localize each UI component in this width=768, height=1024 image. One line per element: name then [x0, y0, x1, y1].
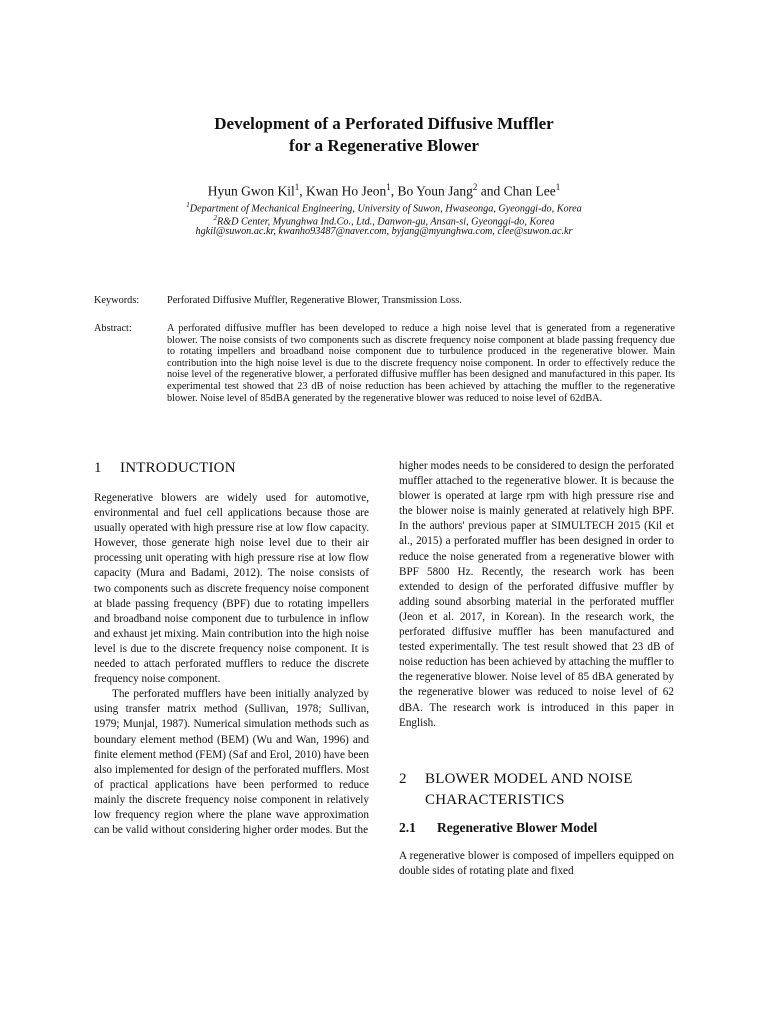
keywords-label: Keywords: [94, 295, 140, 306]
author-name: Bo Youn Jang [397, 183, 473, 199]
author-affiliation-mark: 1 [386, 182, 391, 192]
left-column [94, 491, 369, 838]
affiliation-1-mark: 1 [186, 201, 190, 209]
title-line-1: Development of a Perforated Diffusive Muffler [214, 114, 554, 133]
intro-paragraph-2: The perforated mufflers have been initially analyzed by using transfer matrix method (Sullivan, 1978; Sullivan, 1979; Munjal, 1987). Numerical simulation methods such as boundary element method (BEM) (Wu and Wan, 1996) and finite element method (FEM) (Saf and Erol, 2010) have been also implemented for design of the perforated mufflers. Most of practical applications have been performed to reduce mainly the discrete frequency noise component in relatively low frequency region where the plane wave approximation can be valid without considering higher order modes. But the [94, 688, 369, 837]
title-line-2: for a Regenerative Blower [289, 136, 479, 155]
author-emails: hgkil@suwon.ac.kr, kwanho93487@naver.com, byjang@myunghwa.com, clee@suwon.ac.kr [195, 226, 573, 237]
author-name: Chan Lee [503, 183, 556, 199]
section-2-paragraph-1: A regenerative blower is composed of impellers equipped on double sides of rotating plate and fixed [399, 850, 674, 878]
author-list [0, 182, 768, 200]
affiliation-2-text: R&D Center, Myunghwa Ind.Co., Ltd., Danwon-gu, Ansan-si, Gyeonggi-do, Korea [216, 216, 555, 228]
intro-paragraph-1: Regenerative blowers are widely used for automotive, environmental and fuel cell applications because those are usually operated with high pressure rise at low flow capacity. However, those generate high noise level due to their air processing unit operating with high pressure rise at low flow capacity (Mura and Badami, 2012). The noise consists of two components such as discrete frequency noise component at blade passing frequency (BPF) due to rotating impellers and broadband noise component due to turbulence in inflow and exhaust jet mixing. Main contribution into the high noise level is due to the discrete frequency noise component. It is needed to attach perforated mufflers to reduce the discrete frequency noise component. [94, 492, 369, 686]
author-name: Kwan Ho Jeon [305, 183, 387, 199]
paper-title [0, 113, 768, 157]
author-name: Hyun Gwon Kil [207, 183, 295, 199]
author-affiliation-mark: 2 [472, 182, 478, 192]
author-separator: , [390, 183, 398, 199]
section-2-title-line-2: CHARACTERISTICS [425, 792, 565, 808]
author-separator: and [477, 183, 504, 199]
subsection-2-1-number: 2.1 [399, 820, 416, 835]
abstract-text: A perforated diffusive muffler has been developed to reduce a high noise level that is generated from a regenerative blower. The noise consists of two components such as discrete frequency noise component at blade passing frequency due to rotating impellers and broadband noise component due to turbulence produced in the regenerative blower. Main contribution into the high noise level is due to the discrete frequency noise component. In order to effectively reduce the noise level of the regenerative blower, a perforated diffusive muffler has been designed and manufactured in this paper. Its experimental test showed that 23 dB of noise reduction has been achieved by attaching the muffler to the regenerative blower. Noise level of 85dBA generated by the regenerative blower was reduced to noise level of 62dBA. [167, 323, 675, 404]
affiliation-1-text: Department of Mechanical Engineering, University of Suwon, Hwaseonga, Gyeonggi-do, Korea [189, 203, 582, 215]
section-2-body [399, 849, 674, 879]
section-1-title: INTRODUCTION [120, 460, 236, 476]
author-affiliation-mark: 1 [555, 182, 561, 192]
intro-paragraph-3: higher modes needs to be considered to design the perforated muffler attached to the regenerative blower. It is because the blower is operated at large rpm with high pressure rise and the blower noise is mainly generated at relatively high BPF. In the authors' previous paper at SIMULTECH 2015 (Kil et al., 2015) a perforated muffler has been designed in order to reduce the noise generated from a regenerative blower with BPF 5800 Hz. Recently, the research work has been extended to design of the perforated diffusive muffler by adding sound absorbing material in the perforated muffler (Jeon et al. 2017, in Korean). In the research work, the perforated diffusive muffler has been manufactured and tested experimentally. The test result showed that 23 dB of noise reduction has been achieved by attaching the muffler to the regenerative blower. Noise level of 85 dBA generated by the regenerative blower was reduced to noise level of 62 dBA. The research work is introduced in this paper in English. [399, 460, 674, 729]
subsection-2-1-title: Regenerative Blower Model [437, 820, 598, 835]
section-1-number: 1 [94, 460, 102, 476]
abstract-label: Abstract: [94, 323, 132, 334]
section-2-number: 2 [399, 771, 407, 787]
right-column [399, 459, 674, 731]
section-2-heading [399, 769, 633, 811]
affiliation-2-mark: 2 [213, 214, 217, 222]
section-1-heading [94, 460, 236, 477]
subsection-2-1-heading [399, 820, 597, 836]
author-affiliation-mark: 1 [294, 182, 300, 192]
keywords-text: Perforated Diffusive Muffler, Regenerative Blower, Transmission Loss. [167, 295, 462, 306]
section-2-title-line-1: BLOWER MODEL AND NOISE [425, 771, 633, 787]
author-separator: , [299, 183, 306, 199]
